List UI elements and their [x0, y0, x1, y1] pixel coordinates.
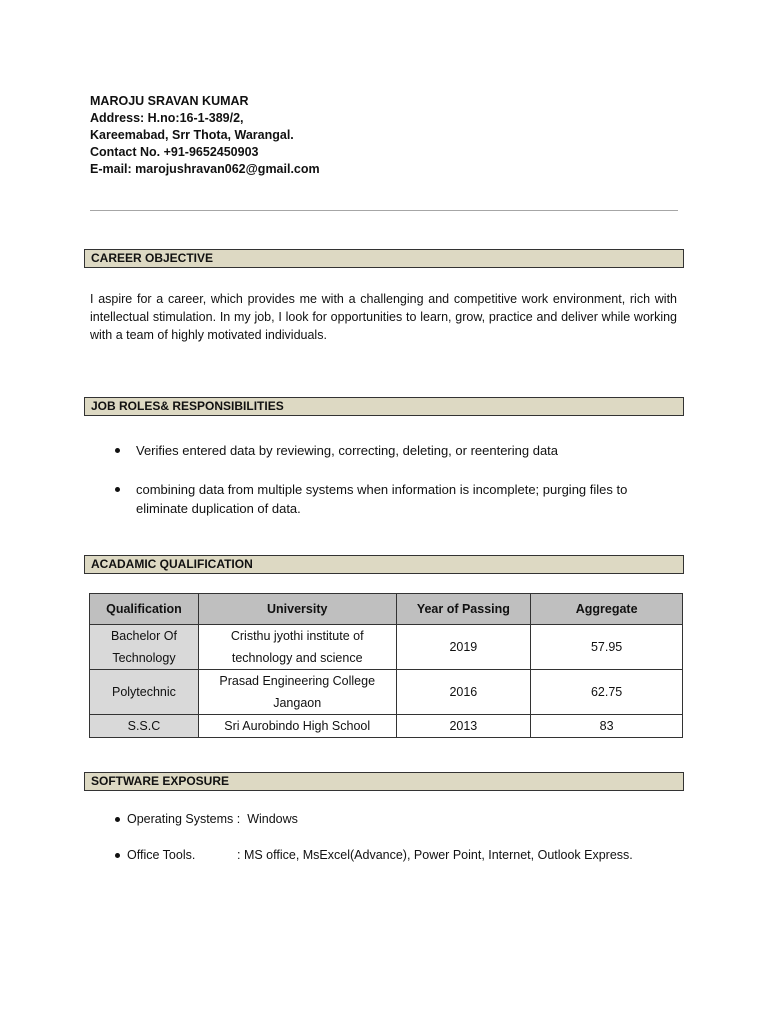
bullet-icon: [115, 853, 120, 858]
qualification-cell: S.S.C: [90, 715, 199, 738]
software-label: Operating Systems: [127, 812, 234, 826]
software-list: [0, 810, 687, 865]
software-heading: SOFTWARE EXPOSURE: [84, 772, 684, 791]
contact-header: [90, 93, 320, 178]
aggregate-cell: 62.75: [531, 670, 683, 715]
job-roles-list: [0, 441, 681, 518]
aggregate-cell: 83: [531, 715, 683, 738]
list-item: [0, 441, 681, 460]
list-item: [0, 810, 687, 829]
year-cell: 2019: [396, 625, 531, 670]
candidate-name: MAROJU SRAVAN KUMAR: [90, 94, 249, 108]
address-line-2: Kareemabad, Srr Thota, Warangal.: [90, 128, 294, 142]
university-cell: Prasad Engineering College Jangaon: [198, 670, 396, 715]
horizontal-divider: [90, 210, 678, 211]
column-header: University: [198, 594, 396, 625]
qualification-cell: Polytechnic: [90, 670, 199, 715]
software-value: Windows: [247, 812, 298, 826]
software-separator: :: [233, 812, 248, 826]
year-cell: 2016: [396, 670, 531, 715]
academic-table: [89, 593, 683, 738]
software-value: MS office, MsExcel(Advance), Power Point, Internet, Outlook Express.: [243, 848, 633, 862]
column-header: Aggregate: [531, 594, 683, 625]
year-cell: 2013: [396, 715, 531, 738]
qualification-cell: Bachelor Of Technology: [90, 625, 199, 670]
bullet-icon: [115, 448, 120, 453]
table-row: [90, 625, 683, 670]
job-roles-heading: JOB ROLES& RESPONSIBILITIES: [84, 397, 684, 416]
list-item: [0, 846, 687, 865]
career-objective-heading: CAREER OBJECTIVE: [84, 249, 684, 268]
table-header-row: [90, 594, 683, 625]
aggregate-cell: 57.95: [531, 625, 683, 670]
career-objective-text: I aspire for a career, which provides me with a challenging and competitive work environment, rich with intellectual stimulation. In my job, I look for opportunities to learn, grow, practice and deliver while working with a team of highly motivated individuals.: [90, 292, 677, 342]
column-header: Qualification: [90, 594, 199, 625]
list-item: [0, 480, 681, 518]
table-row: [90, 670, 683, 715]
table-row: [90, 715, 683, 738]
contact-number: Contact No. +91-9652450903: [90, 145, 259, 159]
academic-heading: ACADAMIC QUALIFICATION: [84, 555, 684, 574]
job-role-text: combining data from multiple systems when information is incomplete; purging files to eliminate duplication of data.: [136, 482, 628, 516]
column-header: Year of Passing: [396, 594, 531, 625]
email-address: E-mail: marojushravan062@gmail.com: [90, 162, 320, 176]
university-cell: Sri Aurobindo High School: [198, 715, 396, 738]
bullet-icon: [115, 487, 120, 492]
university-cell: Cristhu jyothi institute of technology and science: [198, 625, 396, 670]
bullet-icon: [115, 817, 120, 822]
software-label: Office Tools.: [127, 848, 196, 862]
job-role-text: Verifies entered data by reviewing, correcting, deleting, or reentering data: [136, 443, 559, 458]
software-separator: :: [237, 848, 244, 862]
address-line-1: Address: H.no:16-1-389/2,: [90, 111, 244, 125]
